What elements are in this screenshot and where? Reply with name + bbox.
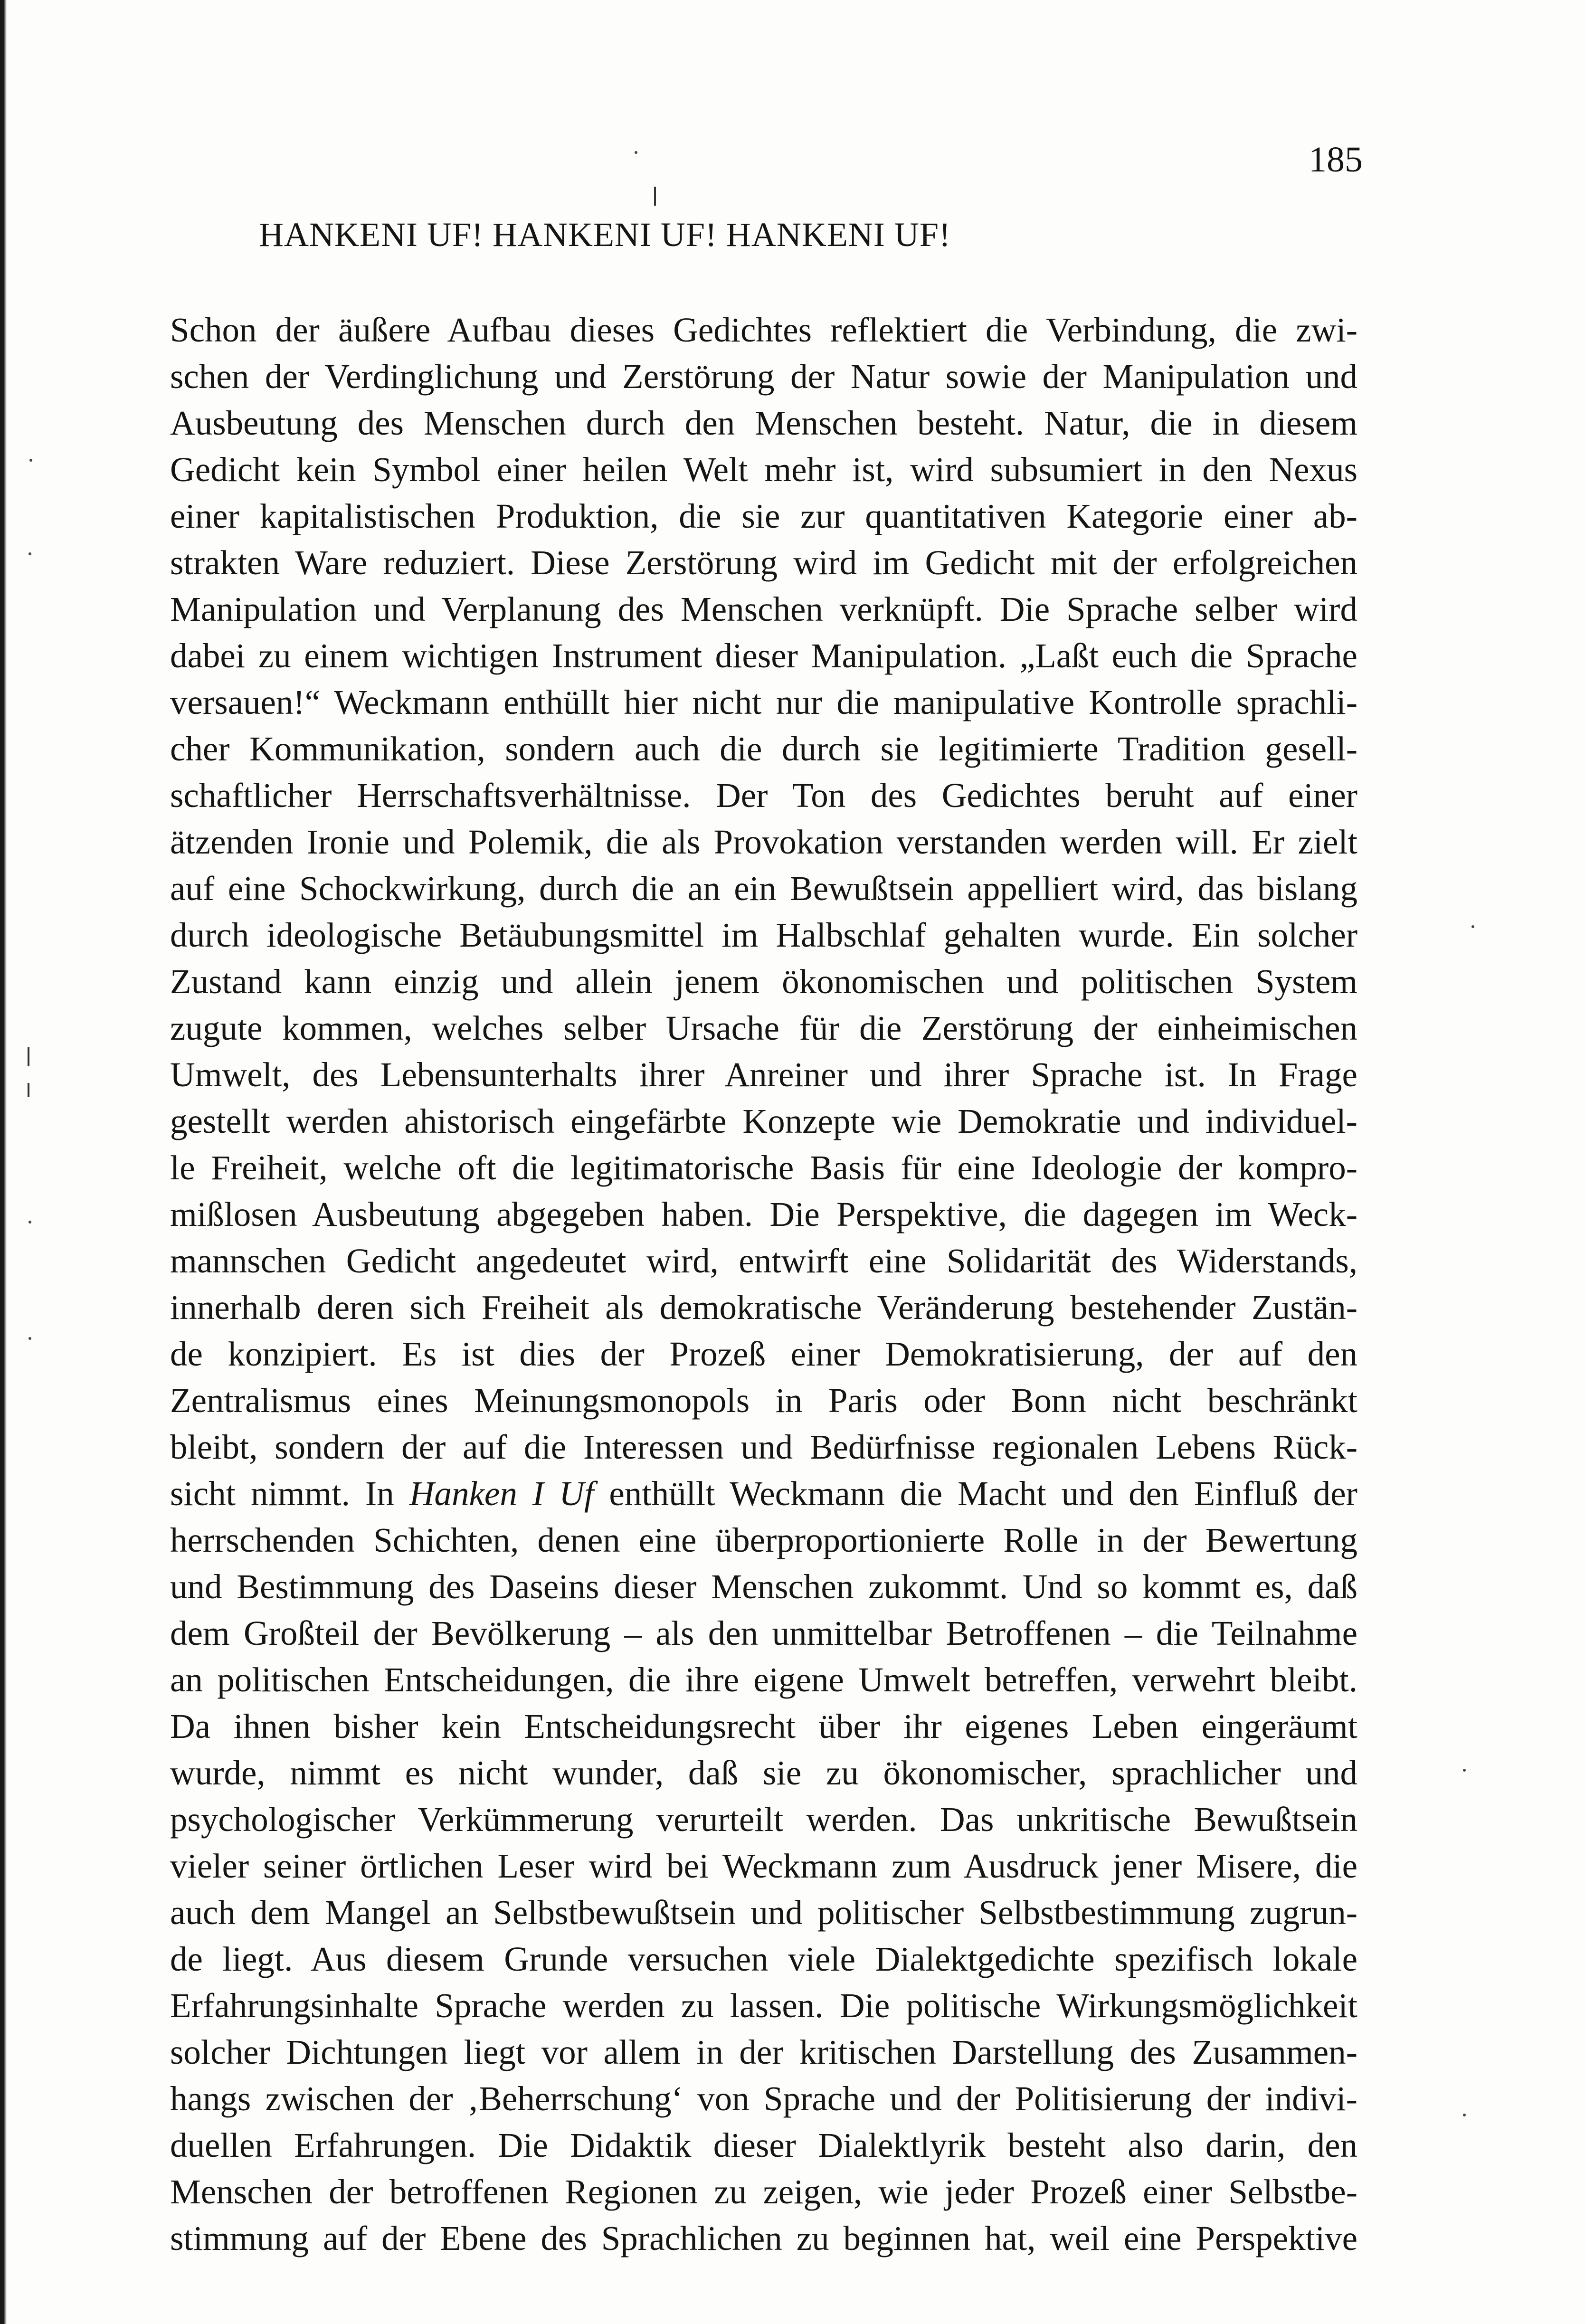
- page-spine-shadow: [0, 0, 7, 2324]
- text-line: duellen Erfahrungen. Die Didaktik dieser Dialektlyrik besteht also darin, den: [170, 2126, 1358, 2164]
- text-line: wurde, nimmt es nicht wunder, daß sie zu ökonomischer, sprachlicher und: [170, 1754, 1358, 1792]
- text-line: an politischen Entscheidungen, die ihre eigene Umwelt betreffen, verwehrt bleibt.: [170, 1660, 1357, 1699]
- scan-dot: [29, 459, 32, 462]
- text-line: hangs zwischen der ‚Beherrschung‘ von Sprache und der Politisierung der indivi-: [170, 2079, 1357, 2118]
- text-line: und Bestimmung des Daseins dieser Menschen zukommt. Und so kommt es, daß: [170, 1567, 1357, 1606]
- text-line: Ausbeutung des Menschen durch den Menschen besteht. Natur, die in diesem: [170, 404, 1357, 442]
- text-line: Menschen der betroffenen Regionen zu zeigen, wie jeder Prozeß einer Selbstbe-: [170, 2172, 1358, 2211]
- text-line: durch ideologische Betäubungsmittel im Halbschlaf gehalten wurde. Ein solcher: [170, 916, 1358, 954]
- text-line: einer kapitalistischen Produktion, die sie zur quantitativen Kategorie einer ab-: [170, 497, 1357, 535]
- text-segment: enthüllt Weckmann die Macht und den Einfluß der: [594, 1474, 1357, 1513]
- text-line: de konzipiert. Es ist dies der Prozeß einer Demokratisierung, der auf den: [170, 1335, 1358, 1373]
- text-line: le Freiheit, welche oft die legitimatorische Basis für eine Ideologie der kompro-: [170, 1148, 1358, 1187]
- text-line: Schon der äußere Aufbau dieses Gedichtes reflektiert die Verbindung, die zwi-: [170, 311, 1358, 349]
- scan-dot: [1463, 2114, 1466, 2116]
- text-line: auf eine Schockwirkung, durch die an ein Bewußtsein appelliert wird, das bislang: [170, 869, 1358, 908]
- text-line: bleibt, sondern der auf die Interessen und Bedürfnisse regionalen Lebens Rück-: [170, 1428, 1358, 1466]
- text-line: schen der Verdinglichung und Zerstörung der Natur sowie der Manipulation und: [170, 357, 1357, 396]
- text-line: innerhalb deren sich Freiheit als demokratische Veränderung bestehender Zustän-: [170, 1288, 1358, 1327]
- scan-mark: [28, 1083, 29, 1097]
- text-line: de liegt. Aus diesem Grunde versuchen viele Dialektgedichte spezifisch lokale: [170, 1940, 1357, 1978]
- text-line: dabei zu einem wichtigen Instrument dieser Manipulation. „Laßt euch die Sprache: [170, 636, 1357, 675]
- scan-dot: [635, 151, 637, 154]
- text-segment: sicht nimmt. In: [170, 1474, 409, 1513]
- scan-mark: [28, 1047, 29, 1066]
- text-line: Zentralismus eines Meinungsmonopols in Paris oder Bonn nicht beschränkt: [170, 1381, 1357, 1420]
- text-line: dem Großteil der Bevölkerung – als den unmittelbar Betroffenen – die Teilnahme: [170, 1614, 1357, 1652]
- text-line: strakten Ware reduziert. Diese Zerstörung wird im Gedicht mit der erfolgreichen: [170, 543, 1357, 582]
- scan-dot: [28, 552, 31, 555]
- poem-title-italic: Hanken I Uf: [409, 1474, 594, 1513]
- running-header: HANKENI UF! HANKENI UF! HANKENI UF!: [259, 216, 951, 254]
- text-line: solcher Dichtungen liegt vor allem in der kritischen Darstellung des Zusammen-: [170, 2033, 1358, 2071]
- text-line: mißlosen Ausbeutung abgegeben haben. Die Perspektive, die dagegen im Weck-: [170, 1195, 1358, 1233]
- text-line: [170, 1470, 1357, 1517]
- scan-dot: [28, 1337, 31, 1340]
- text-line: cher Kommunikation, sondern auch die durch sie legitimierte Tradition gesell-: [170, 730, 1358, 768]
- text-line: zugute kommen, welches selber Ursache für die Zerstörung der einheimischen: [170, 1009, 1357, 1047]
- text-line: psychologischer Verkümmerung verurteilt werden. Das unkritische Bewußtsein: [170, 1800, 1358, 1839]
- text-line: ätzenden Ironie und Polemik, die als Provokation verstanden werden will. Er zielt: [170, 823, 1357, 861]
- text-line: versauen!“ Weckmann enthüllt hier nicht nur die manipulative Kontrolle sprachli-: [170, 683, 1358, 721]
- text-line: auch dem Mangel an Selbstbewußtsein und politischer Selbstbestimmung zugrun-: [170, 1893, 1358, 1932]
- text-line: schaftlicher Herrschaftsverhältnisse. Der Ton des Gedichtes beruht auf einer: [170, 776, 1357, 815]
- scan-mark: [654, 187, 656, 206]
- scan-dot: [1463, 1769, 1466, 1772]
- text-line: herrschenden Schichten, denen eine überproportionierte Rolle in der Bewertung: [170, 1521, 1358, 1559]
- scan-dot: [1471, 925, 1474, 928]
- text-line: Manipulation und Verplanung des Menschen verknüpft. Die Sprache selber wird: [170, 590, 1357, 628]
- scan-dot: [28, 1221, 31, 1224]
- text-line: Da ihnen bisher kein Entscheidungsrecht über ihr eigenes Leben eingeräumt: [170, 1707, 1357, 1745]
- text-line: stimmung auf der Ebene des Sprachlichen zu beginnen hat, weil eine Perspektive: [170, 2219, 1358, 2258]
- text-line: Zustand kann einzig und allein jenem ökonomischen und politischen System: [170, 962, 1358, 1001]
- text-line: gestellt werden ahistorisch eingefärbte Konzepte wie Demokratie und individuel-: [170, 1102, 1357, 1140]
- text-line: mannschen Gedicht angedeutet wird, entwirft eine Solidarität des Widerstands,: [170, 1242, 1357, 1280]
- body-text: [170, 307, 1357, 2262]
- text-line: vieler seiner örtlichen Leser wird bei Weckmann zum Ausdruck jener Misere, die: [170, 1847, 1358, 1885]
- text-line: Umwelt, des Lebensunterhalts ihrer Anreiner und ihrer Sprache ist. In Frage: [170, 1055, 1357, 1094]
- text-line: Gedicht kein Symbol einer heilen Welt mehr ist, wird subsumiert in den Nexus: [170, 450, 1357, 489]
- page-number: 185: [1309, 140, 1363, 180]
- text-line: Erfahrungsinhalte Sprache werden zu lassen. Die politische Wirkungsmöglichkeit: [170, 1986, 1357, 2025]
